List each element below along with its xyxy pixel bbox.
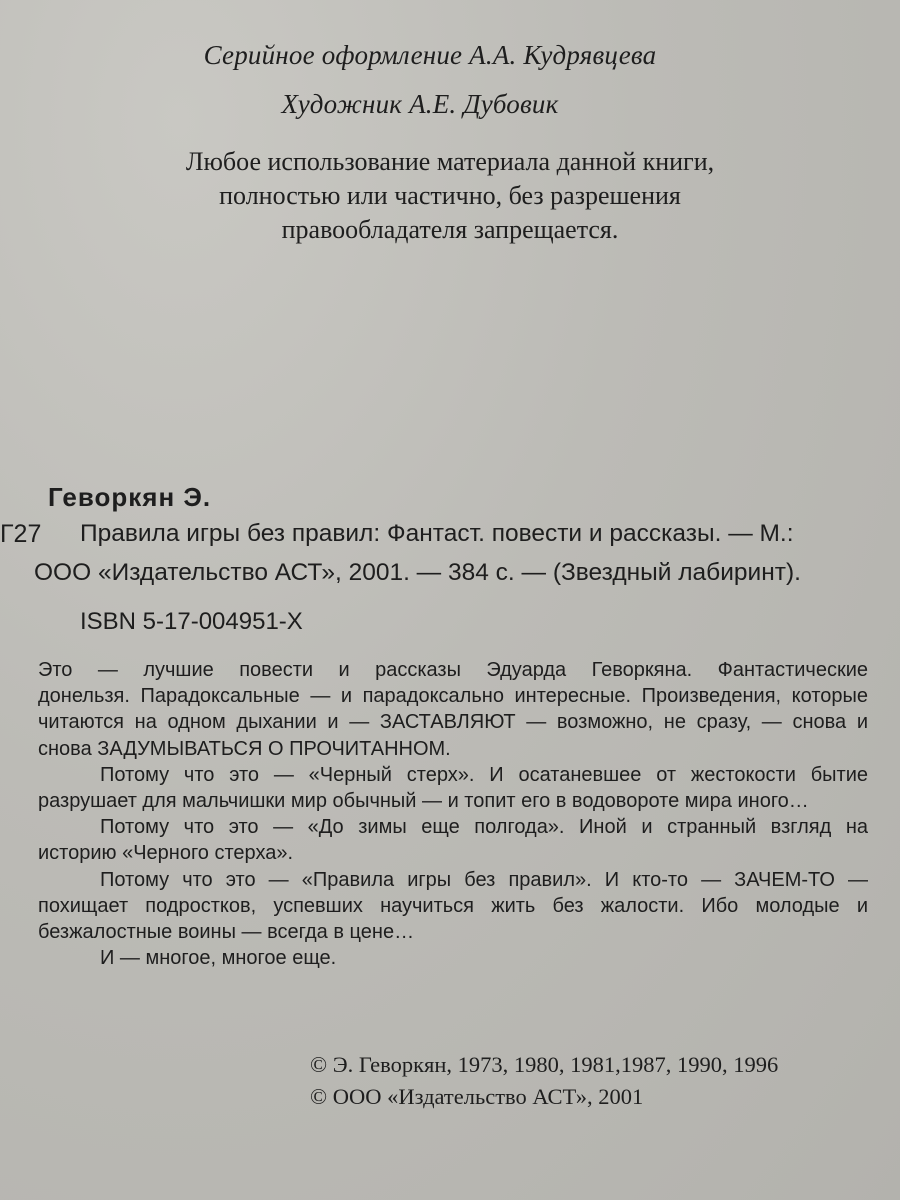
- notice-line: правообладателя запрещается.: [281, 215, 619, 244]
- book-annotation: [38, 657, 868, 971]
- annotation-line: И — многое, многое еще.: [100, 947, 337, 970]
- annotation-paragraph: [38, 762, 868, 814]
- annotation-paragraph: [38, 657, 868, 762]
- annotation-line: Это — лучшие повести и рассказы Эдуарда Геворкяна. Фантастические: [38, 659, 868, 681]
- annotation-paragraph: [38, 867, 868, 946]
- annotation-line: историю «Черного стерха».: [38, 842, 294, 865]
- isbn: ISBN 5-17-004951-X: [80, 608, 303, 635]
- notice-line: полностью или частично, без разрешения: [219, 181, 681, 210]
- author-heading: Геворкян Э.: [48, 482, 212, 512]
- annotation-paragraph: [38, 814, 868, 866]
- copyright-publisher: © ООО «Издательство АСТ», 2001: [310, 1084, 644, 1109]
- bibliographic-line-1: Правила игры без правил: Фантаст. повести и рассказы. — М.:: [80, 520, 794, 547]
- annotation-line: Потому что это — «Черный стерх». И осатаневшее от жестокости бытие: [100, 763, 868, 786]
- annotation-line: читаются на одном дыхании и — ЗАСТАВЛЯЮТ — возможно, не сразу, — снова и: [38, 711, 868, 734]
- annotation-line: Потому что это — «Правила игры без правил». И кто-то — ЗАЧЕМ-ТО —: [100, 868, 868, 891]
- artist-credit: Художник А.Е. Дубовик: [281, 89, 559, 119]
- annotation-line: разрушает для мальчишки мир обычный — и топит его в водовороте мира иного…: [38, 790, 809, 813]
- annotation-line: похищает подростков, успевших научиться жить без жалости. Ибо молодые и: [38, 894, 868, 917]
- notice-line: Любое использование материала данной книги,: [185, 147, 715, 176]
- annotation-paragraph: [38, 945, 868, 971]
- annotation-line: снова ЗАДУМЫВАТЬСЯ О ПРОЧИТАННОМ.: [38, 737, 451, 760]
- annotation-line: Потому что это — «До зимы еще полгода». Иной и странный взгляд на: [100, 816, 868, 839]
- copyright-notice: [0, 145, 900, 247]
- bibliographic-line-2: ООО «Издательство АСТ», 2001. — 384 с. — (Звездный лабиринт).: [34, 559, 801, 586]
- annotation-line: донельзя. Парадоксальные — и парадоксально интересные. Произведения, которые: [38, 685, 868, 708]
- library-class-code: Г27: [0, 520, 42, 548]
- series-design-credit: Серийное оформление А.А. Кудрявцева: [203, 40, 657, 70]
- annotation-line: безжалостные воины — всегда в цене…: [38, 921, 415, 944]
- copyright-author: © Э. Геворкян, 1973, 1980, 1981,1987, 1990, 1996: [310, 1052, 779, 1077]
